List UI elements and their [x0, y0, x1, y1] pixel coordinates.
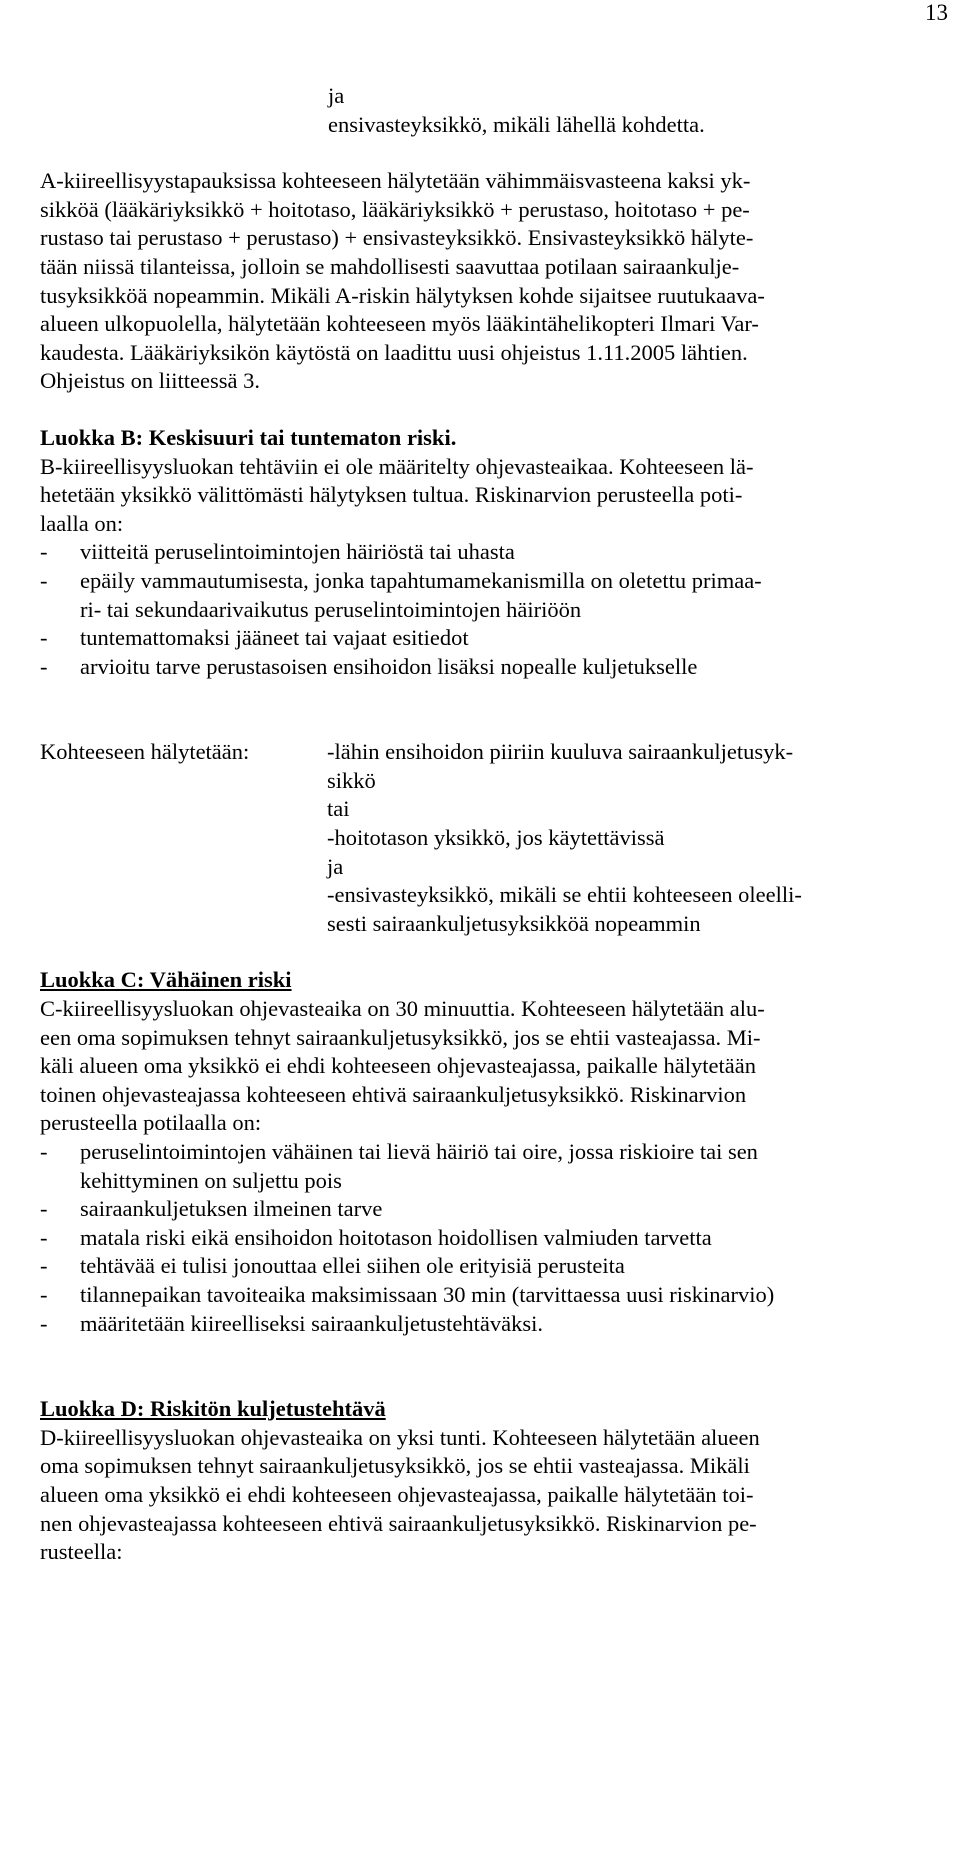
- list-item: - sairaankuljetuksen ilmeinen tarve: [40, 1196, 383, 1222]
- paragraph-line: C-kiireellisyysluokan ohjevasteaika on 30 minuuttia. Kohteeseen hälytetään alu-: [40, 996, 765, 1022]
- paragraph-line: perusteella potilaalla on:: [40, 1110, 262, 1136]
- paragraph-line: tään niissä tilanteissa, jolloin se mahdollisesti saavuttaa potilaan sairaankulje-: [40, 253, 740, 279]
- list-item: - peruselintoimintojen vähäinen tai lievä häiriö tai oire, jossa riskioire tai sen kehittyminen on suljettu pois: [40, 1139, 758, 1193]
- paragraph-line: käli alueen oma yksikkö ei ehdi kohteeseen ohjevasteajassa, paikalle hälytetään: [40, 1053, 756, 1079]
- paragraph-line: alueen oma yksikkö ei ehdi kohteeseen ohjevasteajassa, paikalle hälytetään toi-: [40, 1481, 754, 1507]
- paragraph-line: sikköä (lääkäriyksikkö + hoitotaso, lääkäriyksikkö + perustaso, hoitotaso + pe-: [40, 196, 750, 222]
- dispatch-block: [40, 738, 960, 938]
- list-item: - matala riski eikä ensihoidon hoitotason hoidollisen valmiuden tarvetta: [40, 1224, 712, 1250]
- paragraph-line: laalla on:: [40, 510, 124, 536]
- dispatch-label: Kohteeseen hälytetään:: [40, 739, 250, 765]
- paragraph-line: hetetään yksikkö välittömästi hälytyksen tultua. Riskinarvion perusteella poti-: [40, 482, 743, 508]
- list-item: - tehtävää ei tulisi jonouttaa ellei siihen ole erityisiä perusteita: [40, 1253, 625, 1279]
- section-d-heading: Luokka D: Riskitön kuljetustehtävä: [40, 1396, 386, 1422]
- page-number: 13: [925, 0, 948, 25]
- paragraph-line: een oma sopimuksen tehnyt sairaankuljetusyksikkö, jos se ehtii vasteajassa. Mi-: [40, 1024, 761, 1050]
- paragraph-line: A-kiireellisyystapauksissa kohteeseen hälytetään vähimmäisvasteena kaksi yk-: [40, 168, 751, 194]
- paragraph-line: tusyksikköä nopeammin. Mikäli A-riskin hälytyksen kohde sijaitsee ruutukaava-: [40, 282, 765, 308]
- intro-conjunction: ja: [328, 83, 345, 108]
- section-b: [40, 424, 960, 939]
- intro-text: ensivasteyksikkö, mikäli lähellä kohdetta.: [328, 111, 705, 137]
- paragraph-line: B-kiireellisyysluokan tehtäviin ei ole määritelty ohjevasteaikaa. Kohteeseen lä-: [40, 453, 754, 479]
- paragraph-line: toinen ohjevasteajassa kohteeseen ehtivä sairaankuljetusyksikkö. Riskinarvion: [40, 1081, 747, 1107]
- paragraph-line: nen ohjevasteajassa kohteeseen ehtivä sairaankuljetusyksikkö. Riskinarvion pe-: [40, 1510, 757, 1536]
- list-item: - arvioitu tarve perustasoisen ensihoidon lisäksi nopealle kuljetukselle: [40, 653, 698, 679]
- list-item: - epäily vammautumisesta, jonka tapahtumamekanismilla on oletettu primaa- ri- tai sekundaarivaikutus peruselintoimintojen häiriöön: [40, 567, 762, 622]
- dispatch-list: -lähin ensihoidon piiriin kuuluva sairaankuljetusyk- sikkö tai -hoitotason yksikkö, jos käytettävissä ja -ensivasteyksikkö, mikäli se ehtii kohteeseen oleelli- sesti sairaankuljetusyksikköä nopeammin: [327, 739, 802, 936]
- section-d: [40, 1395, 960, 1567]
- paragraph-line: alueen ulkopuolella, hälytetään kohteeseen myös lääkintähelikopteri Ilmari Var-: [40, 311, 759, 337]
- paragraph-line: rusteella:: [40, 1539, 123, 1565]
- list-item: - määritetään kiireelliseksi sairaankuljetustehtäväksi.: [40, 1310, 543, 1336]
- paragraph-line: Ohjeistus on liitteessä 3.: [40, 368, 260, 394]
- document-body: [40, 82, 960, 1567]
- paragraph-a: [40, 167, 960, 396]
- paragraph-line: rustaso tai perustaso + perustaso) + ensivasteyksikkö. Ensivasteyksikkö hälyte-: [40, 225, 754, 251]
- list-item: - viitteitä peruselintoimintojen häiriöstä tai uhasta: [40, 539, 515, 565]
- list-item: - tilannepaikan tavoiteaika maksimissaan 30 min (tarvittaessa uusi riskinarvio): [40, 1281, 775, 1307]
- section-c-heading: Luokka C: Vähäinen riski: [40, 967, 292, 993]
- paragraph-line: kaudesta. Lääkäriyksikön käytöstä on laadittu uusi ohjeistus 1.11.2005 lähtien.: [40, 339, 748, 365]
- section-c: [40, 966, 960, 1338]
- paragraph-line: D-kiireellisyysluokan ohjevasteaika on yksi tunti. Kohteeseen hälytetään alueen: [40, 1424, 760, 1450]
- section-b-heading: Luokka B: Keskisuuri tai tuntematon riski.: [40, 424, 457, 450]
- paragraph-line: oma sopimuksen tehnyt sairaankuljetusyksikkö, jos se ehtii vasteajassa. Mikäli: [40, 1453, 750, 1479]
- list-item: - tuntemattomaksi jääneet tai vajaat esitiedot: [40, 625, 469, 651]
